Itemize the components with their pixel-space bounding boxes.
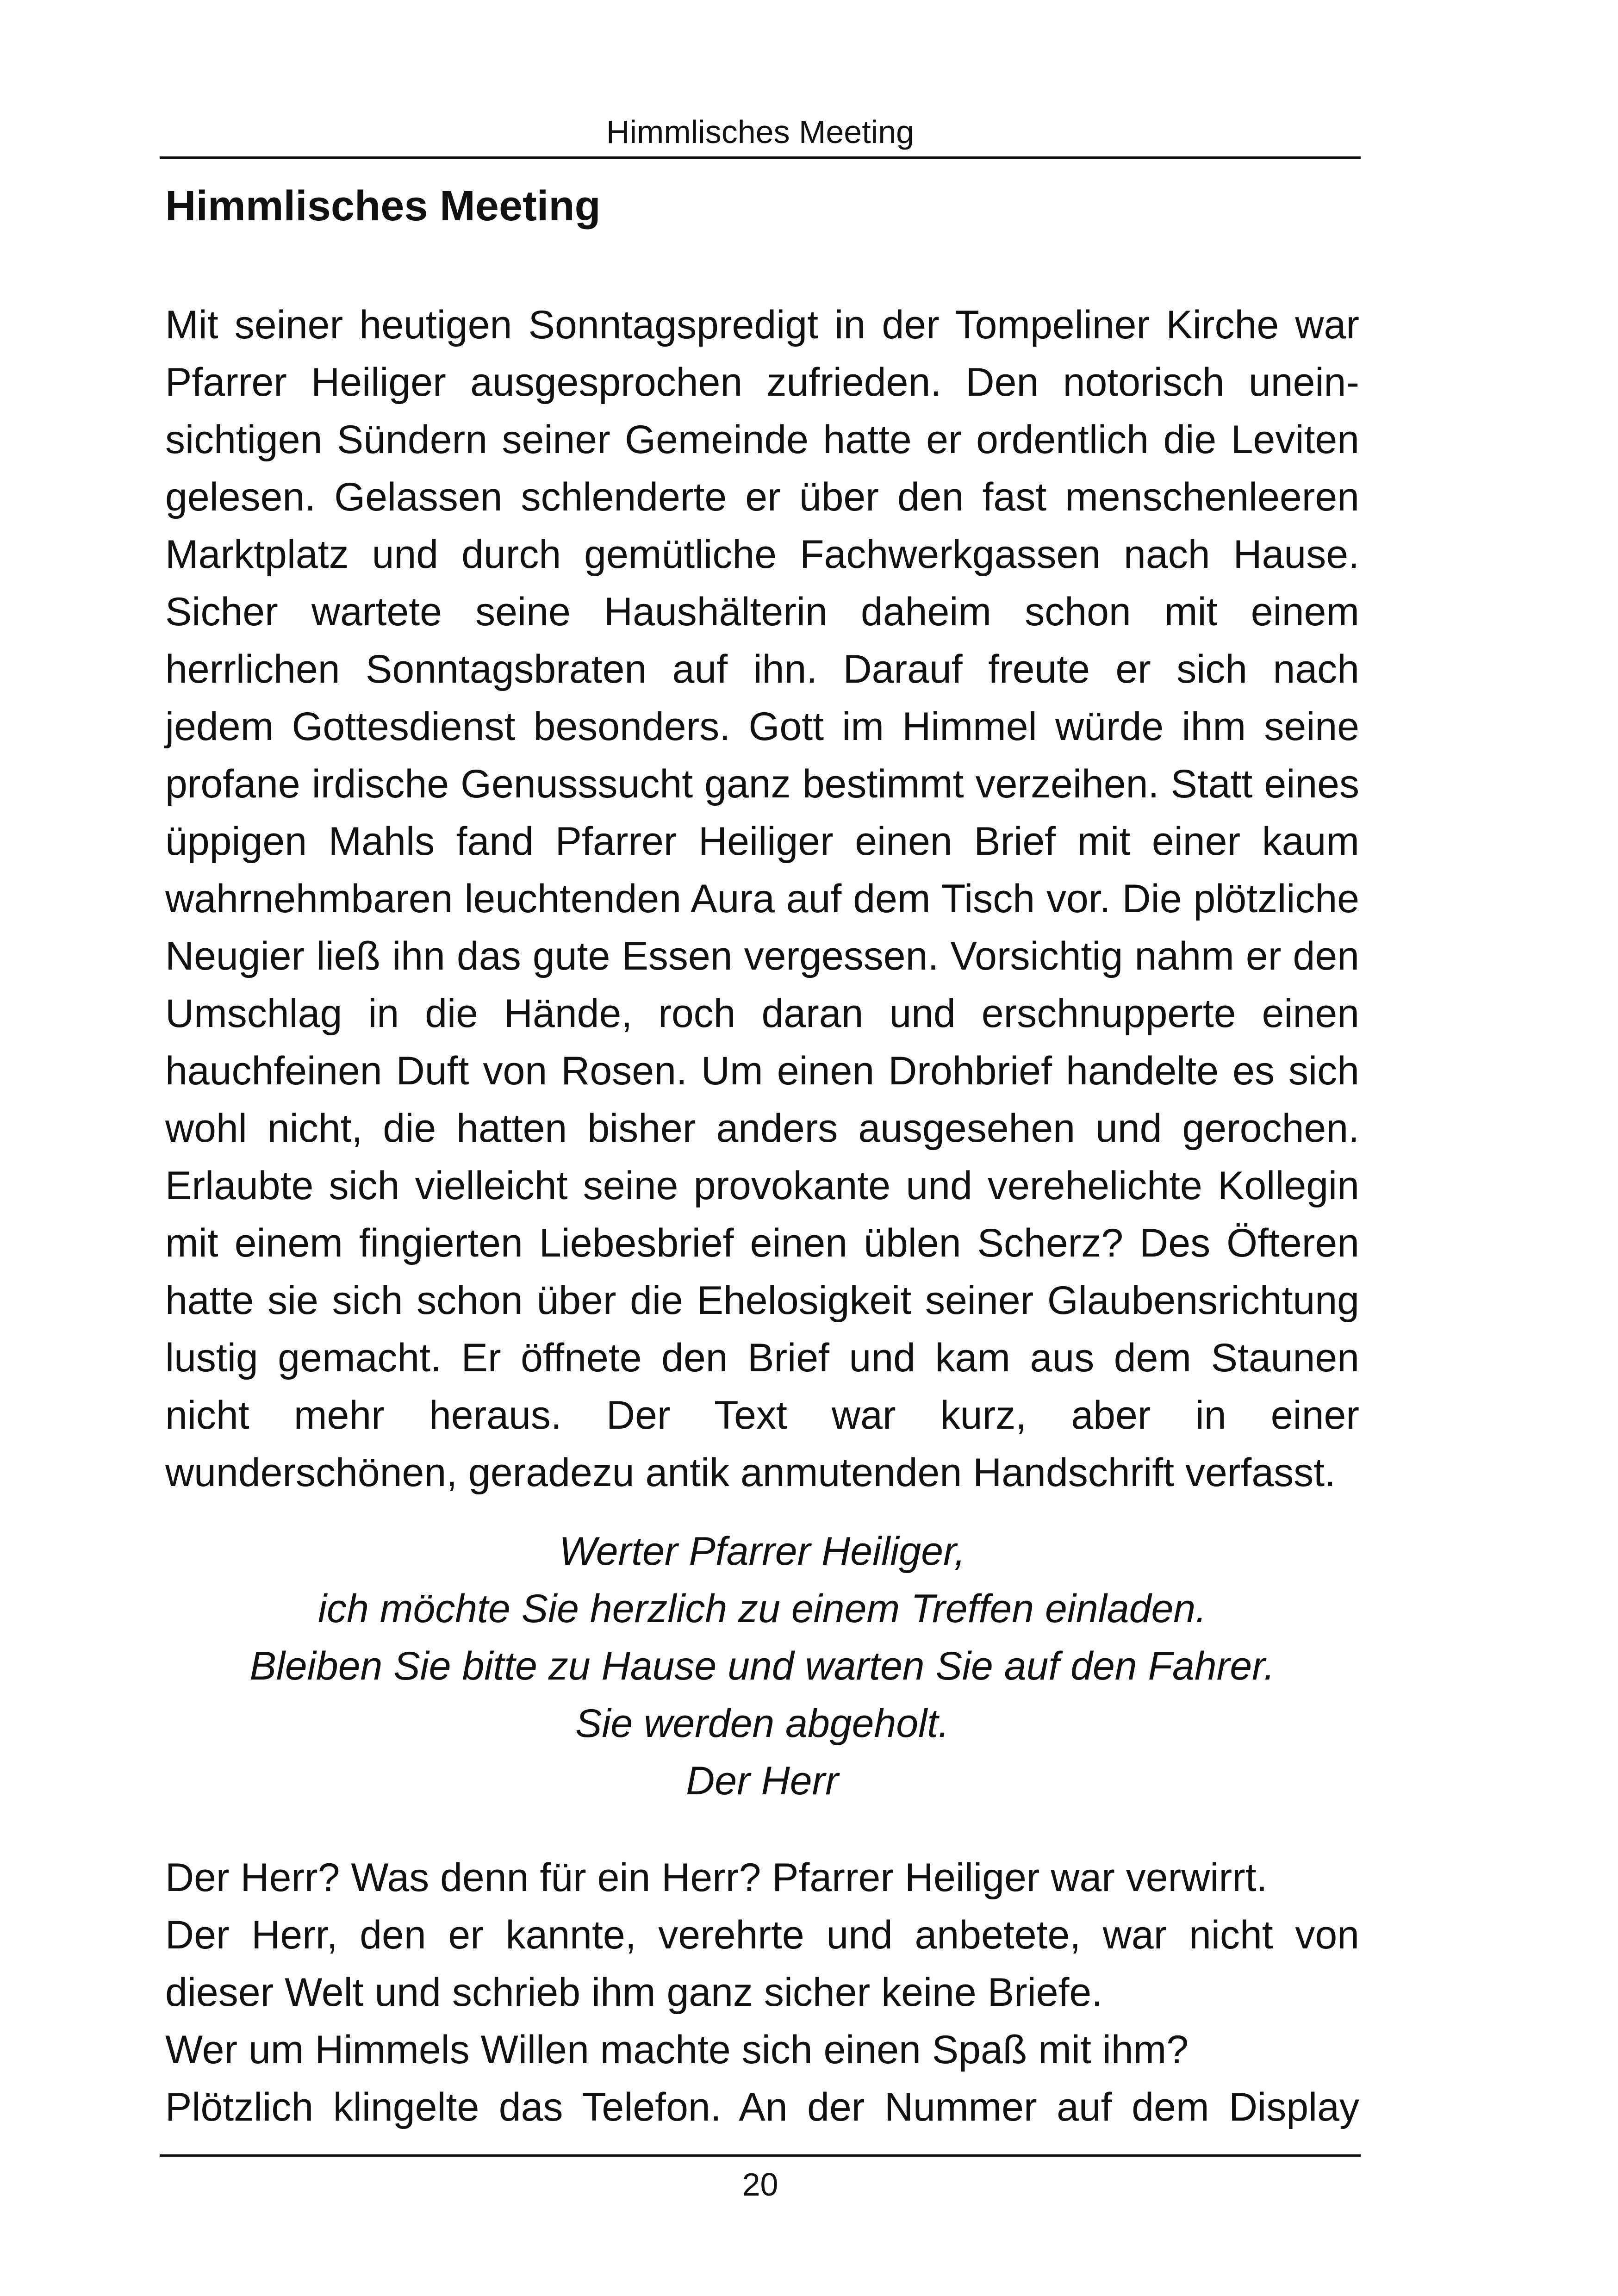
body-paragraph-2 bbox=[165, 1849, 1359, 2136]
letter-line: Bleiben Sie bitte zu Hause und warten Sie auf den Fahrer. bbox=[249, 1644, 1275, 1688]
body-paragraph-1: Mit seiner heutigen Sonntagspredigt in der Tompeliner Kirche war Pfarrer Heiliger ausgesprochen zufrieden. Den notorisch uneinsichtigen Sündern seiner Gemeinde hatte er ordentlich die Leviten gelesen. Gelassen schlenderte er über den fast menschenleeren Marktplatz und durch gemütliche Fachwerkgassen nach Hause. Sicher wartete seine Haushälterin daheim schon mit einem herrlichen Sonntagsbraten auf ihn. Darauf freute er sich nach jedem Gottesdienst besonders. Gott im Himmel würde ihm seine profane irdische Genusssucht ganz bestimmt verzeihen. Statt eines üppigen Mahls fand Pfarrer Heiliger einen Brief mit einer kaum wahrnehmbaren leuchtenden Aura auf dem Tisch vor. Die plötzliche Neugier ließ ihn das gute Essen vergessen. Vorsichtig nahm er den Umschlag in die Hände, roch daran und erschnupperte einen hauchfeinen Duft von Rosen. Um einen Drohbrief handelte es sich wohl nicht, die hatten bisher anders ausgesehen und gerochen. Erlaubte sich vielleicht seine provokante und verehelichte Kollegin mit einem fingierten Liebesbrief einen üblen Scherz? Des Öfteren hatte sie sich schon über die Ehelosigkeit seiner Glaubensrichtung lustig gemacht. Er öffnete den Brief und kam aus dem Staunen nicht mehr heraus. Der Text war kurz, aber in einer wunderschönen, geradezu antik anmutenden Handschrift verfasst. bbox=[165, 303, 1359, 1495]
header-rule bbox=[160, 156, 1361, 159]
letter-line: ich möchte Sie herzlich zu einem Treffen einladen. bbox=[317, 1587, 1207, 1631]
body-line: Der Herr, den er kannte, verehrte und anbetete, war nicht von dieser Welt und schrieb ihm ganz sicher keine Briefe. bbox=[165, 1913, 1359, 2015]
letter-signature: Der Herr bbox=[686, 1759, 839, 1803]
letter-line: Werter Pfarrer Heiliger, bbox=[559, 1529, 965, 1574]
letter-line: Sie werden abgeholt. bbox=[575, 1701, 949, 1746]
footer-rule bbox=[160, 2154, 1361, 2157]
body-line: Plötzlich klingelte das Telefon. An der Nummer auf dem Display bbox=[165, 2085, 1359, 2129]
running-header-title: Himmlisches Meeting bbox=[606, 114, 915, 150]
body-line: Der Herr? Was denn für ein Herr? Pfarrer Heiliger war verwirrt. bbox=[165, 1855, 1268, 1900]
body-line: Wer um Himmels Willen machte sich einen Spaß mit ihm? bbox=[165, 2028, 1189, 2072]
chapter-title: Himmlisches Meeting bbox=[165, 182, 601, 230]
page-number: 20 bbox=[742, 2166, 778, 2203]
letter-quote bbox=[165, 1523, 1359, 1810]
